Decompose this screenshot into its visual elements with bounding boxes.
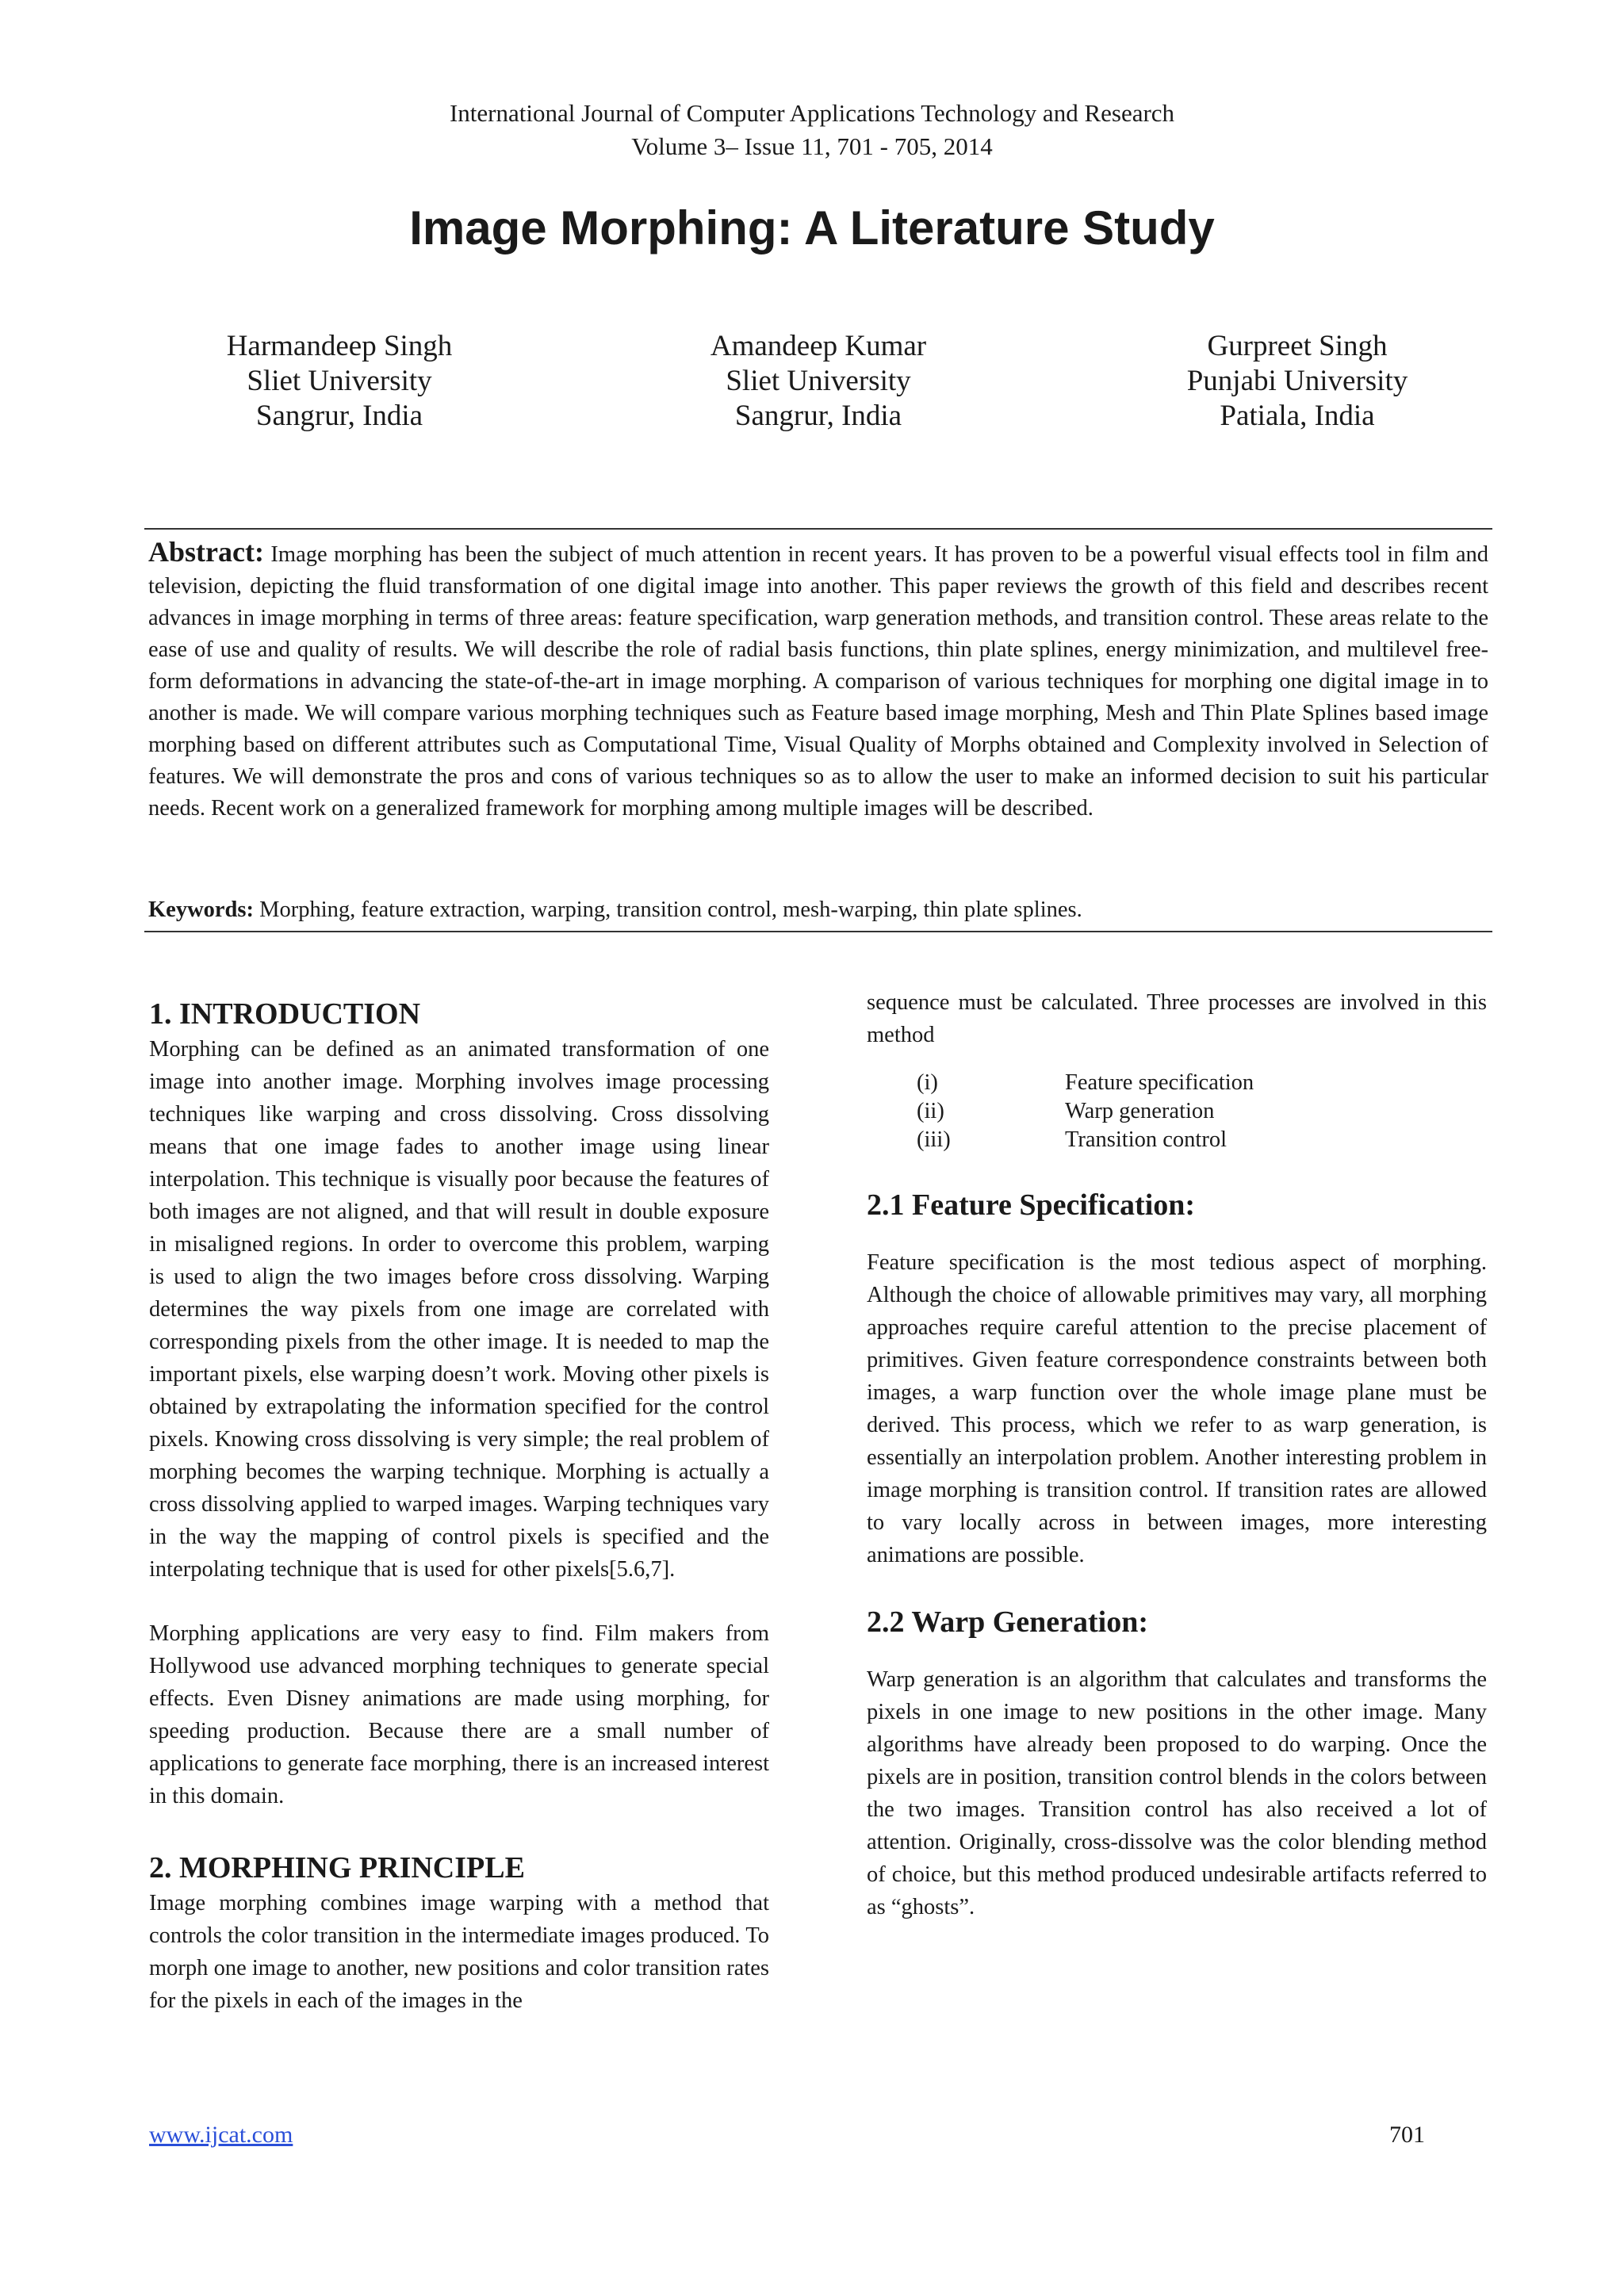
feature-paragraph-1: Feature specification is the most tedious aspect of morphing. Although the choice of allowable primitives may vary, all morphing approaches require careful attention to the precise placement of primitives. Given feature correspondence constraints between both images, a warp function over the whole image plane must be derived. This process, which we refer to as warp generation, is essentially an interpolation problem. Another interesting problem in image morphing is transition control. If transition rates are allowed to vary locally across in between images, more interesting animations are possible.: [867, 1250, 1487, 1567]
divider-bottom: [144, 931, 1492, 932]
author-name: Amandeep Kumar: [710, 330, 927, 362]
abstract-text: Image morphing has been the subject of much attention in recent years. It has proven to be a powerful visual effects tool in film and television, depicting the fluid transformation of one digital image into another. This paper reviews the growth of this field and describes recent advances in image morphing in terms of three areas: feature specification, warp generation methods, and transition control. These areas relate to the ease of use and quality of results. We will describe the role of radial basis functions, thin plate splines, energy minimization, and multilevel free-form deformations in advancing the state-of-the-art in image morphing. A comparison of various techniques for morphing one digital image in to another is made. We will compare various morphing techniques such as Feature based image morphing, Mesh and Thin Plate Splines based image morphing based on different attributes such as Computational Time, Visual Quality of Morphs obtained and Complexity involved in Selection of features. We will demonstrate the pros and cons of various techniques so as to allow the user to make an informed decision to suit his particular needs. Recent work on a generalized framework for morphing among multiple images will be described.: [148, 542, 1488, 821]
intro-paragraph-2: Morphing applications are very easy to find. Film makers from Hollywood use advanced morphing techniques to generate special effects. Even Disney animations are made using morphing, for speeding production. Because there are a small number of applications to generate face morphing, there is an increased interest in this domain.: [149, 1621, 769, 1808]
section-heading-introduction: 1. INTRODUCTION: [149, 997, 421, 1031]
author-block: [1091, 329, 1503, 434]
keywords-text: Morphing, feature extraction, warping, transition control, mesh-warping, thin plate splines.: [259, 897, 1082, 922]
author-location: Sangrur, India: [734, 400, 902, 432]
right-column: [867, 986, 1487, 1923]
paper-title: Image Morphing: A Literature Study: [409, 201, 1215, 254]
author-affiliation: Sliet University: [726, 365, 911, 397]
list-item-number: (ii): [917, 1099, 944, 1123]
list-item-number: (i): [917, 1070, 938, 1095]
intro-paragraph-1: Morphing can be defined as an animated transformation of one image into another image. Morphing involves image processing techniques like warping and cross dissolving. Cross dissolving means that one image fades to another image using linear interpolation. This technique is visually poor because the features of both images are not aligned, and that will result in double exposure in misaligned regions. In order to overcome this problem, warping is used to align the two images before cross dissolving. Warping determines the way pixels from one image are correlated with corresponding pixels from the other image. It is needed to map the important pixels, else warping doesn’t work. Moving other pixels is obtained by extrapolating the information specified for the control pixels. Knowing cross dissolving is very simple; the real problem of morphing becomes the warping technique. Morphing is actually a cross dissolving applied to warped images. Warping techniques vary in the way the mapping of control pixels is specified and the interpolating technique that is used for other pixels[5.6,7].: [149, 1037, 769, 1582]
principle-paragraph-1: Image morphing combines image warping with a method that controls the color transition in the intermediate images produced. To morph one image to another, new positions and color transition rates for the pixels in each of the images in the: [149, 1891, 769, 2013]
page-number: 701: [1389, 2122, 1425, 2148]
journal-name: International Journal of Computer Applications Technology and Research: [449, 99, 1175, 127]
list-item: [917, 1097, 1487, 1126]
author-block: [133, 329, 546, 434]
list-item-number: (iii): [917, 1127, 951, 1152]
list-item-label: Feature specification: [1065, 1070, 1254, 1095]
author-block: [612, 329, 1025, 434]
journal-volume: Volume 3– Issue 11, 701 - 705, 2014: [631, 132, 993, 160]
section-heading-morphing-principle: 2. MORPHING PRINCIPLE: [149, 1851, 525, 1885]
author-affiliation: Punjabi University: [1186, 365, 1408, 397]
author-location: Patiala, India: [1220, 400, 1375, 432]
author-name: Gurpreet Singh: [1207, 330, 1388, 362]
left-column: [149, 995, 769, 2017]
abstract-label: Abstract:: [148, 536, 264, 568]
principle-continuation: sequence must be calculated. Three processes are involved in this method: [867, 990, 1487, 1047]
warp-paragraph-1: Warp generation is an algorithm that calculates and transforms the pixels in one image to new positions in the other image. Many algorithms have already been proposed to do warping. Once the pixels are in position, transition control blends in the colors between the two images. Transition control has also received a lot of attention. Originally, cross-dissolve was the color blending method of choice, but this method produced undesirable artifacts referred to as “ghosts”.: [867, 1667, 1487, 1919]
list-item: [917, 1069, 1487, 1097]
list-item-label: Transition control: [1065, 1127, 1227, 1152]
list-item-label: Warp generation: [1065, 1099, 1215, 1123]
journal-website-link[interactable]: www.ijcat.com: [149, 2122, 293, 2148]
author-location: Sangrur, India: [255, 400, 423, 432]
keywords: [148, 894, 1488, 926]
author-name: Harmandeep Singh: [226, 330, 453, 362]
section-heading-warp-generation: 2.2 Warp Generation:: [867, 1605, 1149, 1639]
author-affiliation: Sliet University: [247, 365, 432, 397]
journal-header: [0, 97, 1624, 163]
divider-top: [144, 528, 1492, 530]
section-heading-feature-specification: 2.1 Feature Specification:: [867, 1188, 1196, 1222]
keywords-label: Keywords:: [148, 897, 254, 922]
list-item: [917, 1126, 1487, 1154]
abstract: [148, 536, 1488, 825]
process-list: [917, 1069, 1487, 1154]
